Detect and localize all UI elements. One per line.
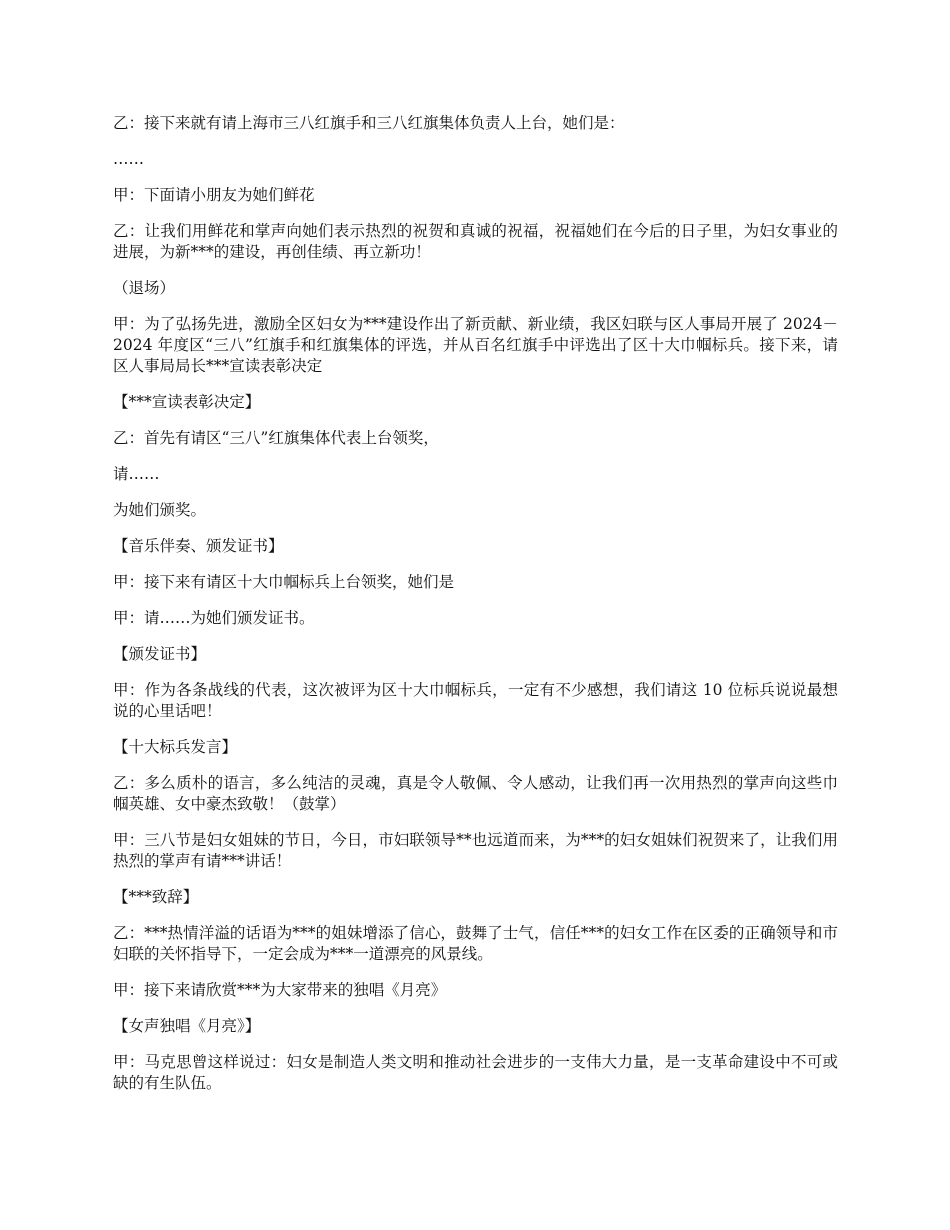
paragraph-11: 【音乐伴奏、颁发证书】 [113, 537, 284, 555]
paragraph-12: 甲：接下来有请区十大巾帼标兵上台领奖，她们是 [113, 573, 455, 591]
paragraph-7: 【***宣读表彰决定】 [113, 393, 261, 411]
paragraph-4: 乙：让我们用鲜花和掌声向她们表示热烈的祝贺和真诚的祝福，祝福她们在今后的日子里，为妇女事业的进展，为新***的建设，再创佳绩、再立新功！ [113, 222, 838, 261]
paragraph-9: 请…… [113, 465, 160, 483]
paragraph-5: （退场） [113, 279, 176, 297]
paragraph-14: 【颁发证书】 [113, 645, 207, 663]
paragraph-19: 【***致辞】 [113, 888, 199, 906]
paragraph-17: 乙：多么质朴的语言，多么纯洁的灵魂，真是令人敬佩、令人感动，让我们再一次用热烈的掌声向这些巾帼英雄、女中豪杰致敬！（鼓掌） [113, 774, 838, 813]
paragraph-18: 甲：三八节是妇女姐妹的节日，今日，市妇联领导**也远道而来，为***的妇女姐妹们祝贺来了，让我们用热烈的掌声有请***讲话！ [113, 831, 838, 870]
paragraph-15: 甲：作为各条战线的代表，这次被评为区十大巾帼标兵，一定有不少感想，我们请这 10 位标兵说说最想说的心里话吧！ [113, 681, 838, 720]
paragraph-20: 乙：***热情洋溢的话语为***的姐妹增添了信心，鼓舞了士气，信任***的妇女工作在区委的正确领导和市妇联的关怀指导下，一定会成为***一道漂亮的风景线。 [113, 924, 838, 963]
document-body [113, 113, 838, 1109]
paragraph-23: 甲：马克思曾这样说过：妇女是制造人类文明和推动社会进步的一支伟大力量，是一支革命建设中不可或缺的有生队伍。 [113, 1053, 838, 1092]
paragraph-13: 甲：请……为她们颁发证书。 [113, 609, 315, 627]
paragraph-8: 乙：首先有请区“三八”红旗集体代表上台领奖， [113, 429, 439, 447]
paragraph-6: 甲：为了弘扬先进，激励全区妇女为***建设作出了新贡献、新业绩，我区妇联与区人事局开展了 2024－2024 年度区“三八”红旗手和红旗集体的评选，并从百名红旗手中评选出了区十大巾帼标兵。接下来，请区人事局局长***宣读表彰决定 [113, 315, 838, 375]
paragraph-10: 为她们颁奖。 [113, 501, 207, 519]
paragraph-2: …… [113, 150, 144, 168]
paragraph-16: 【十大标兵发言】 [113, 738, 238, 756]
paragraph-22: 【女声独唱《月亮》】 [113, 1017, 261, 1035]
paragraph-1: 乙：接下来就有请上海市三八红旗手和三八红旗集体负责人上台，她们是： [113, 114, 625, 132]
paragraph-3: 甲：下面请小朋友为她们鲜花 [113, 186, 315, 204]
paragraph-21: 甲：接下来请欣赏***为大家带来的独唱《月亮》 [113, 981, 447, 999]
